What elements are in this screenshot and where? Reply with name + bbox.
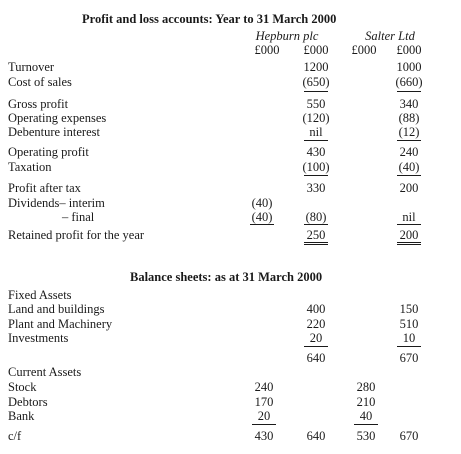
underline xyxy=(304,175,328,176)
double-underline xyxy=(397,242,421,245)
underline xyxy=(304,224,328,225)
value-pat-salter: 200 xyxy=(399,181,419,195)
value-land-hepburn: 400 xyxy=(306,302,326,316)
underline xyxy=(397,175,421,176)
currency-h1: £000 xyxy=(254,43,280,57)
row-label-investments: Investments xyxy=(8,331,69,345)
value-op-hepburn: 430 xyxy=(306,145,326,159)
value-bank-hepburn: 20 xyxy=(257,409,271,423)
value-invest-hepburn: 20 xyxy=(309,331,323,345)
value-turnover-hepburn: 1200 xyxy=(303,60,329,74)
row-label-bank: Bank xyxy=(8,409,35,423)
value-gp-salter: 340 xyxy=(399,97,419,111)
value-debtors-salter: 210 xyxy=(356,395,376,409)
company-hepburn: Hepburn plc xyxy=(255,29,319,43)
value-turnover-salter: 1000 xyxy=(396,60,422,74)
value-cf-hepburn-total: 640 xyxy=(306,429,326,443)
value-cf-salter-sub: 530 xyxy=(356,429,376,443)
value-bank-salter: 40 xyxy=(359,409,373,423)
value-plant-hepburn: 220 xyxy=(306,317,326,331)
value-cf-hepburn-sub: 430 xyxy=(254,429,274,443)
value-cos-salter: (660) xyxy=(395,75,423,89)
value-debtors-hepburn: 170 xyxy=(254,395,274,409)
underline xyxy=(397,91,421,92)
underline xyxy=(304,346,328,347)
currency-s2: £000 xyxy=(396,43,422,57)
value-div-total-hepburn: (80) xyxy=(305,210,327,224)
row-label-debenture-interest: Debenture interest xyxy=(8,125,100,139)
row-label-operating-profit: Operating profit xyxy=(8,145,89,159)
underline xyxy=(252,424,276,425)
pl-title: Profit and loss accounts: Year to 31 March 2000 xyxy=(82,12,337,26)
value-fa-total-hepburn: 640 xyxy=(306,351,326,365)
value-pat-hepburn: 330 xyxy=(306,181,326,195)
row-label-stock: Stock xyxy=(8,380,37,394)
value-opex-hepburn: (120) xyxy=(302,111,330,125)
value-op-salter: 240 xyxy=(399,145,419,159)
underline xyxy=(397,224,421,225)
double-underline xyxy=(304,242,328,245)
row-label-retained-profit: Retained profit for the year xyxy=(8,228,145,242)
row-label-turnover: Turnover xyxy=(8,60,55,74)
value-fa-total-salter: 670 xyxy=(399,351,419,365)
row-label-taxation: Taxation xyxy=(8,160,52,174)
currency-s1: £000 xyxy=(351,43,377,57)
value-div-final-hepburn: (40) xyxy=(251,210,273,224)
value-plant-salter: 510 xyxy=(399,317,419,331)
value-land-salter: 150 xyxy=(399,302,419,316)
company-salter: Salter Ltd xyxy=(365,29,415,43)
row-label-current-assets: Current Assets xyxy=(8,365,82,379)
value-stock-hepburn: 240 xyxy=(254,380,274,394)
row-label-plant: Plant and Machinery xyxy=(8,317,113,331)
row-label-debtors: Debtors xyxy=(8,395,48,409)
bs-title: Balance sheets: as at 31 March 2000 xyxy=(130,270,323,284)
row-label-operating-expenses: Operating expenses xyxy=(8,111,107,125)
row-label-land: Land and buildings xyxy=(8,302,105,316)
value-tax-hepburn: (100) xyxy=(302,160,330,174)
row-label-fixed-assets: Fixed Assets xyxy=(8,288,72,302)
row-label-profit-after-tax: Profit after tax xyxy=(8,181,81,195)
value-cf-salter-total: 670 xyxy=(399,429,419,443)
row-label-dividends-final: – final xyxy=(62,210,95,224)
value-cos-hepburn: (650) xyxy=(302,75,330,89)
underline xyxy=(304,140,328,141)
underline xyxy=(250,224,274,225)
value-invest-salter: 10 xyxy=(402,331,416,345)
value-debint-hepburn: nil xyxy=(309,125,323,139)
underline xyxy=(397,140,421,141)
row-label-dividends-interim: Dividends– interim xyxy=(8,196,105,210)
row-label-cost-of-sales: Cost of sales xyxy=(8,75,72,89)
underline xyxy=(354,424,378,425)
value-div-total-salter: nil xyxy=(402,210,416,224)
value-tax-salter: (40) xyxy=(398,160,420,174)
value-div-interim-hepburn: (40) xyxy=(251,196,273,210)
value-debint-salter: (12) xyxy=(398,125,420,139)
value-retained-salter: 200 xyxy=(399,228,419,242)
currency-h2: £000 xyxy=(303,43,329,57)
value-stock-salter: 280 xyxy=(356,380,376,394)
underline xyxy=(304,91,328,92)
row-label-gross-profit: Gross profit xyxy=(8,97,69,111)
value-retained-hepburn: 250 xyxy=(306,228,326,242)
row-label-cf: c/f xyxy=(8,429,22,443)
value-gp-hepburn: 550 xyxy=(306,97,326,111)
value-opex-salter: (88) xyxy=(398,111,420,125)
underline xyxy=(397,346,421,347)
